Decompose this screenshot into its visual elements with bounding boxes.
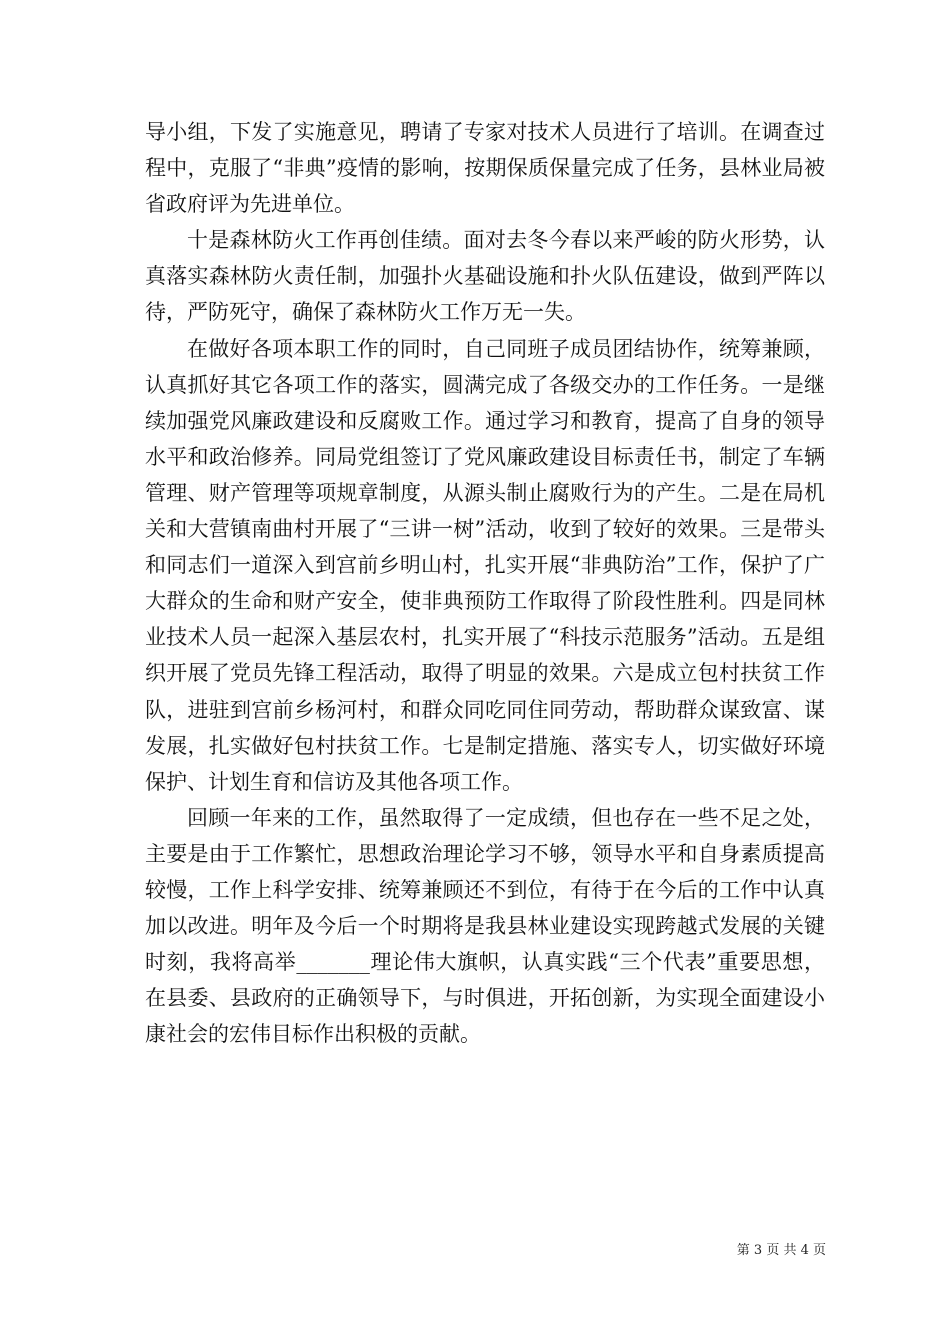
paragraph-2: 十是森林防火工作再创佳绩。面对去冬今春以来严峻的防火形势，认真落实森林防火责任制，加强扑火基础设施和扑火队伍建设，做到严阵以待，严防死守，确保了森林防火工作万无一失。 bbox=[145, 228, 825, 325]
paragraph-4: 回顾一年来的工作，虽然取得了一定成绩，但也存在一些不足之处，主要是由于工作繁忙，思想政治理论学习不够，领导水平和自身素质提高较慢，工作上科学安排、统筹兼顾还不到位，有待于在今后的工作中认真加以改进。明年及今后一个时期将是我县林业建设实现跨越式发展的关键时刻，我将高举_______理论伟大旗帜，认真实践“三个代表”重要思想，在县委、县政府的正确领导下，与时俱进，开拓创新，为实现全面建设小康社会的宏伟目标作出积极的贡献。 bbox=[145, 805, 825, 1047]
document-body bbox=[145, 114, 825, 1052]
paragraph-1: 导小组，下发了实施意见，聘请了专家对技术人员进行了培训。在调查过程中，克服了“非典”疫情的影响，按期保质保量完成了任务，县林业局被省政府评为先进单位。 bbox=[145, 120, 825, 217]
page-number: 第 3 页 共 4 页 bbox=[736, 1243, 826, 1258]
paragraph-3: 在做好各项本职工作的同时，自己同班子成员团结协作，统筹兼顾，认真抓好其它各项工作的落实，圆满完成了各级交办的工作任务。一是继续加强党风廉政建设和反腐败工作。通过学习和教育，提高了自身的领导水平和政治修养。同局党组签订了党风廉政建设目标责任书，制定了车辆管理、财产管理等项规章制度，从源头制止腐败行为的产生。二是在局机关和大营镇南曲村开展了“三讲一树”活动，收到了较好的效果。三是带头和同志们一道深入到宫前乡明山村，扎实开展“非典防治”工作，保护了广大群众的生命和财产安全，使非典预防工作取得了阶段性胜利。四是同林业技术人员一起深入基层农村，扎实开展了“科技示范服务”活动。五是组织开展了党员先锋工程活动，取得了明显的效果。六是成立包村扶贫工作队，进驻到宫前乡杨河村，和群众同吃同住同劳动，帮助群众谋致富、谋发展，扎实做好包村扶贫工作。七是制定措施、落实专人，切实做好环境保护、计划生育和信访及其他各项工作。 bbox=[145, 336, 825, 794]
